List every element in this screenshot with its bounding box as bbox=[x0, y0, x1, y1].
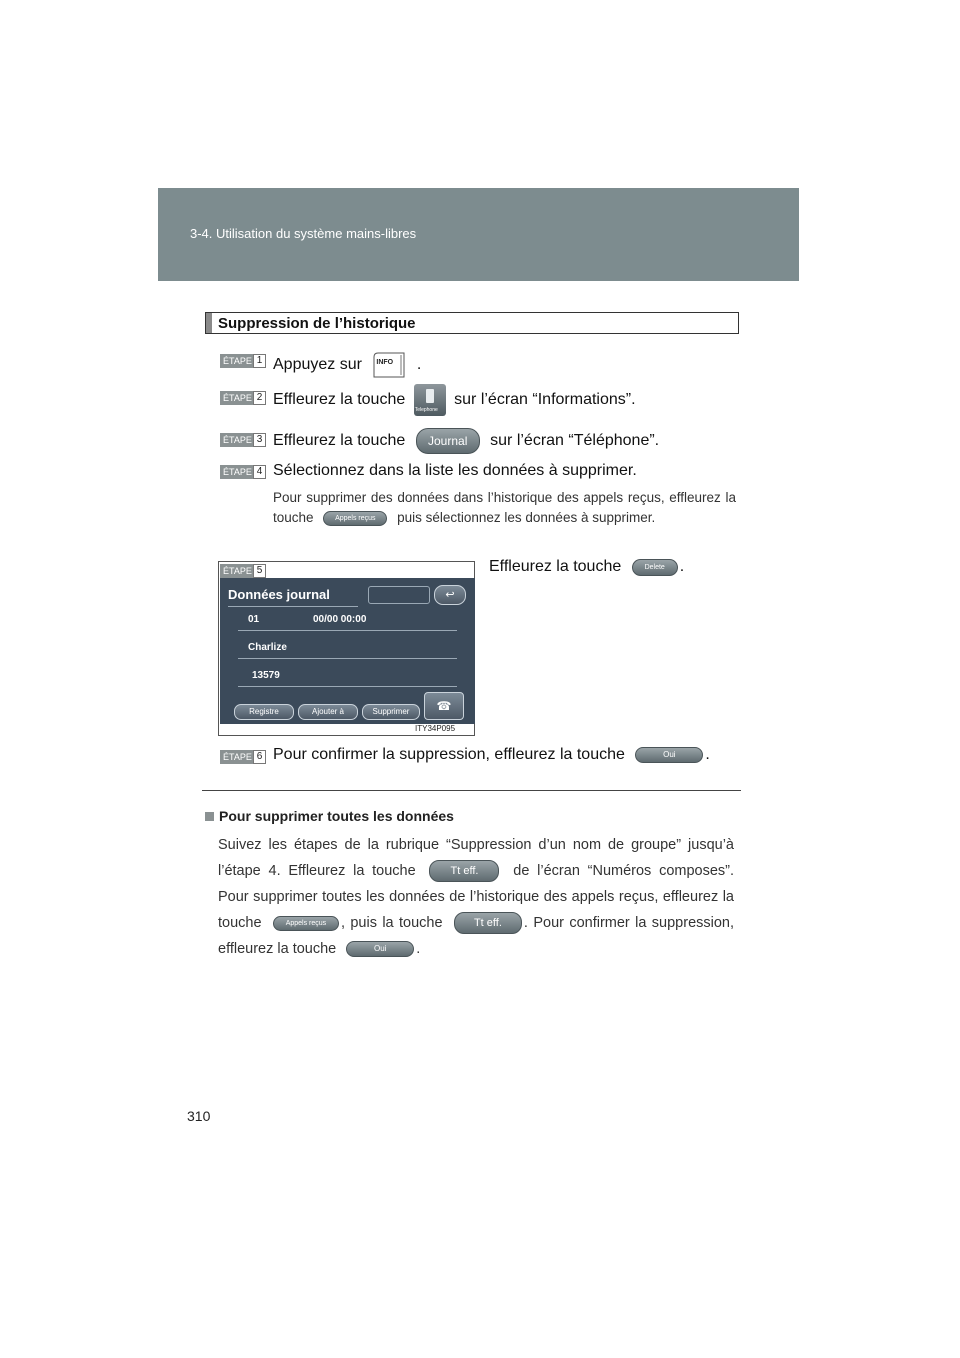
page-number: 310 bbox=[187, 1108, 211, 1124]
screen-row-1: 01 00/00 00:00 bbox=[238, 610, 457, 631]
step-1-text: Appuyez sur INFO . bbox=[273, 351, 421, 379]
step-badge-4: ÉTAPE 4 bbox=[220, 465, 266, 479]
figure-caption: ITY34P095 bbox=[415, 724, 456, 733]
screen-title: Données journal bbox=[228, 584, 358, 607]
section-title-marker bbox=[206, 313, 212, 333]
bullet-square-icon bbox=[205, 812, 214, 821]
appels-recus-button-2: Appels reçus bbox=[273, 916, 339, 931]
status-icons bbox=[368, 586, 430, 604]
step-6-text: Pour confirmer la suppression, effleurez la touche Oui . bbox=[273, 746, 710, 763]
info-button-icon: INFO bbox=[370, 351, 408, 379]
step-5-text: Effleurez la touche Delete . bbox=[489, 558, 685, 575]
screen-row-3: 13579 bbox=[238, 666, 457, 687]
back-arrow-icon: ↩ bbox=[434, 585, 466, 605]
screen-row-2: Charlize bbox=[238, 638, 457, 659]
section-title-box bbox=[205, 312, 739, 334]
telephone-button-icon: Telephone bbox=[414, 384, 446, 416]
ajouter-button: Ajouter à bbox=[298, 704, 358, 720]
step-3-text: Effleurez la touche Journal sur l’écran “Téléphone”. bbox=[273, 428, 659, 454]
section-divider bbox=[202, 790, 741, 791]
step-badge-2: ÉTAPE 2 bbox=[220, 391, 266, 405]
call-log-screen bbox=[220, 578, 475, 724]
oui-button: Oui bbox=[635, 747, 703, 763]
section-title: Suppression de l’historique bbox=[218, 315, 416, 332]
tt-eff-button-1: Tt eff. bbox=[429, 860, 499, 882]
step-badge-6: ÉTAPE 6 bbox=[220, 750, 266, 764]
phone-icon: ☎ bbox=[424, 692, 464, 720]
bullet-paragraph: Suivez les étapes de la rubrique “Suppression d’un nom de groupe” jusqu’à l’étape 4. Effleurez la touche Tt eff. de l’écran “Numéros composes”. Pour supprimer toutes les données de l’historique des appels reçus, effleurez la touche Appels reçus , puis la touche Tt eff. . Pour confirmer la suppression, effleurez la touche Oui . bbox=[218, 837, 735, 957]
step-4-note: Pour supprimer des données dans l’historique des appels reçus, effleurez la touche Appels reçus puis sélectionnez les données à supprimer. bbox=[273, 490, 736, 525]
bullet-title: Pour supprimer toutes les données bbox=[205, 808, 454, 824]
step-badge-1: ÉTAPE 1 bbox=[220, 354, 266, 368]
supprimer-button: Supprimer bbox=[362, 704, 420, 720]
registre-button: Registre bbox=[234, 704, 294, 720]
delete-button: Delete bbox=[632, 559, 678, 576]
chapter-header-text: 3-4. Utilisation du système mains-libres bbox=[190, 226, 417, 241]
tt-eff-button-2: Tt eff. bbox=[454, 912, 522, 934]
oui-button-2: Oui bbox=[346, 941, 414, 957]
appels-recus-button: Appels reçus bbox=[323, 511, 387, 526]
step-4-text: Sélectionnez dans la liste les données à supprimer. bbox=[273, 462, 637, 479]
step-badge-5: ÉTAPE 5 bbox=[220, 564, 266, 578]
step-badge-3: ÉTAPE 3 bbox=[220, 433, 266, 447]
step-2-text: Effleurez la touche Telephone sur l’écran “Informations”. bbox=[273, 384, 636, 416]
journal-button: Journal bbox=[416, 428, 480, 454]
